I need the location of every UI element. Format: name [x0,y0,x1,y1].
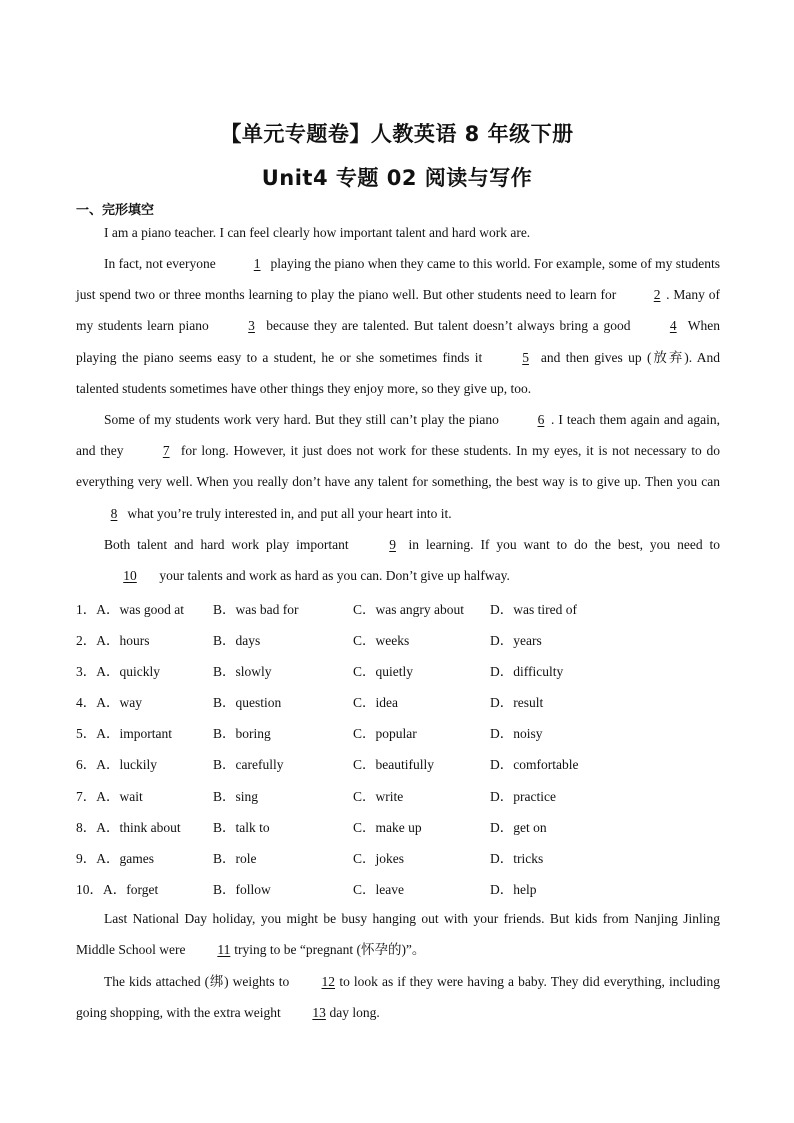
paragraph-text: in learning. If you want to do the best, you need to [401,537,720,552]
paragraph-text: for long. However, it just does not work for these students. In my eyes, it is not necessary to do everything very well. When you really don’t have any talent for something, the best way is to give up. Then you can [76,443,720,490]
option-c[interactable]: C．popular [353,726,417,742]
question-row [76,781,720,812]
option-c[interactable]: C．leave [353,881,404,897]
blank-13[interactable]: 13 [312,1005,326,1021]
option-a[interactable]: 8．A．think about [76,819,181,835]
option-b[interactable]: B．boring [213,726,271,742]
option-b[interactable]: B．follow [213,881,271,897]
question-row [76,812,720,843]
passage2-paragraph-1 [76,903,720,965]
option-d[interactable]: D．practice [490,788,556,804]
paragraph-text: I am a piano teacher. I can feel clearly how important talent and hard work are. [104,225,531,240]
option-c[interactable]: C．quietly [353,664,413,680]
blank-1[interactable]: 1 [253,256,261,271]
paragraph-text: In fact, not everyone [104,256,220,271]
blank-5[interactable]: 5 [522,349,529,365]
option-c[interactable]: C．make up [353,819,422,835]
option-b[interactable]: B．role [213,850,257,866]
section-heading: 一、完形填空 [76,203,155,218]
passage1-paragraph-2 [76,248,720,404]
option-d[interactable]: D．tricks [490,850,544,866]
option-b[interactable]: B．sing [213,788,259,804]
question-row [76,625,720,656]
paragraph-text: and then gives up (放弃). And talented students sometimes have other things they enjoy more, so they give up, too. [76,349,720,396]
option-d[interactable]: D．get on [490,819,547,835]
option-d[interactable]: D．result [490,695,544,711]
blank-7[interactable]: 7 [162,443,170,459]
option-d[interactable]: D．was tired of [490,602,577,617]
blank-9[interactable]: 9 [389,537,396,552]
option-d[interactable]: D．noisy [490,726,543,742]
option-b[interactable]: B．days [213,633,261,649]
passage1-paragraph-4 [76,529,720,591]
blank-12[interactable]: 12 [321,974,336,989]
passage1-paragraph-3 [76,404,720,529]
question-row [76,874,720,905]
question-row [76,718,720,749]
option-d[interactable]: D．difficulty [490,664,564,680]
question-row [76,594,720,625]
option-c[interactable]: C．weeks [353,633,410,649]
question-row [76,687,720,718]
paragraph-text: day long. [326,1005,380,1021]
passage2-paragraph-2 [76,966,720,1028]
blank-6[interactable]: 6 [537,412,545,427]
option-b[interactable]: B．question [213,695,282,711]
paragraph-text: . I teach them again and again, and they [76,412,720,459]
option-a[interactable]: 2．A．hours [76,633,150,649]
paragraph-text: Some of my students work very hard. But they still can’t play the piano [104,412,503,427]
page-subtitle: Unit4 专题 02 阅读与写作 [261,166,533,190]
option-a[interactable]: 3．A．quickly [76,664,160,680]
option-a[interactable]: 5．A．important [76,726,172,742]
option-c[interactable]: C．beautifully [353,757,434,773]
option-c[interactable]: C．was angry about [353,602,464,617]
option-c[interactable]: C．jokes [353,850,405,866]
option-d[interactable]: D．comfortable [490,757,579,773]
paragraph-text: When playing the piano seems easy to a student, he or she sometimes finds it [76,318,721,365]
question-row [76,749,720,780]
option-a[interactable]: 6．A．luckily [76,757,157,773]
option-a[interactable]: 1．A．was good at [76,602,184,617]
paragraph-text: . Many of my students learn piano [76,287,720,334]
option-a[interactable]: 4．A．way [76,695,142,711]
answer-options [76,594,720,905]
option-a[interactable]: 7．A．wait [76,788,143,804]
passage1-paragraph-1 [76,217,720,248]
blank-4[interactable]: 4 [669,318,677,334]
blank-11[interactable]: 11 [217,942,231,958]
paragraph-text: because they are talented. But talent doesn’t always bring a good [261,318,636,334]
page-title: 【单元专题卷】人教英语 8 年级下册 [220,122,574,146]
option-b[interactable]: B．was bad for [213,602,299,617]
option-a[interactable]: 9．A．games [76,850,154,866]
blank-2[interactable]: 2 [653,287,661,303]
paragraph-text: your talents and work as hard as you can. Don’t give up halfway. [156,568,510,584]
option-d[interactable]: D．help [490,881,537,897]
paragraph-text: playing the piano when they came to this world. For example, some of my students just spend two or three months learning to play the piano well. But other students need to learn for [76,256,720,303]
option-c[interactable]: C．idea [353,695,398,711]
paragraph-text: Both talent and hard work play important [104,537,356,552]
option-d[interactable]: D．years [490,633,542,649]
paragraph-text: what you’re truly interested in, and put all your heart into it. [124,505,452,521]
option-b[interactable]: B．talk to [213,819,270,835]
blank-3[interactable]: 3 [248,318,255,334]
question-row [76,843,720,874]
paragraph-text: trying to be “pregnant (怀孕的)”。 [230,942,426,958]
option-a[interactable]: 10．A．forget [76,881,159,897]
blank-10[interactable]: 10 [123,568,137,584]
option-b[interactable]: B．carefully [213,757,284,773]
question-row [76,656,720,687]
option-c[interactable]: C．write [353,788,404,804]
blank-8[interactable]: 8 [110,505,118,521]
paragraph-text: to look as if they were having a baby. They did everything, including going shopping, with the extra weight [76,974,720,1021]
paragraph-text: The kids attached (绑) weights to [104,974,294,989]
option-b[interactable]: B．slowly [213,664,272,680]
paragraph-text: Last National Day holiday, you might be busy hanging out with your friends. But kids from Nanjing Jinling Middle School were [76,911,720,958]
